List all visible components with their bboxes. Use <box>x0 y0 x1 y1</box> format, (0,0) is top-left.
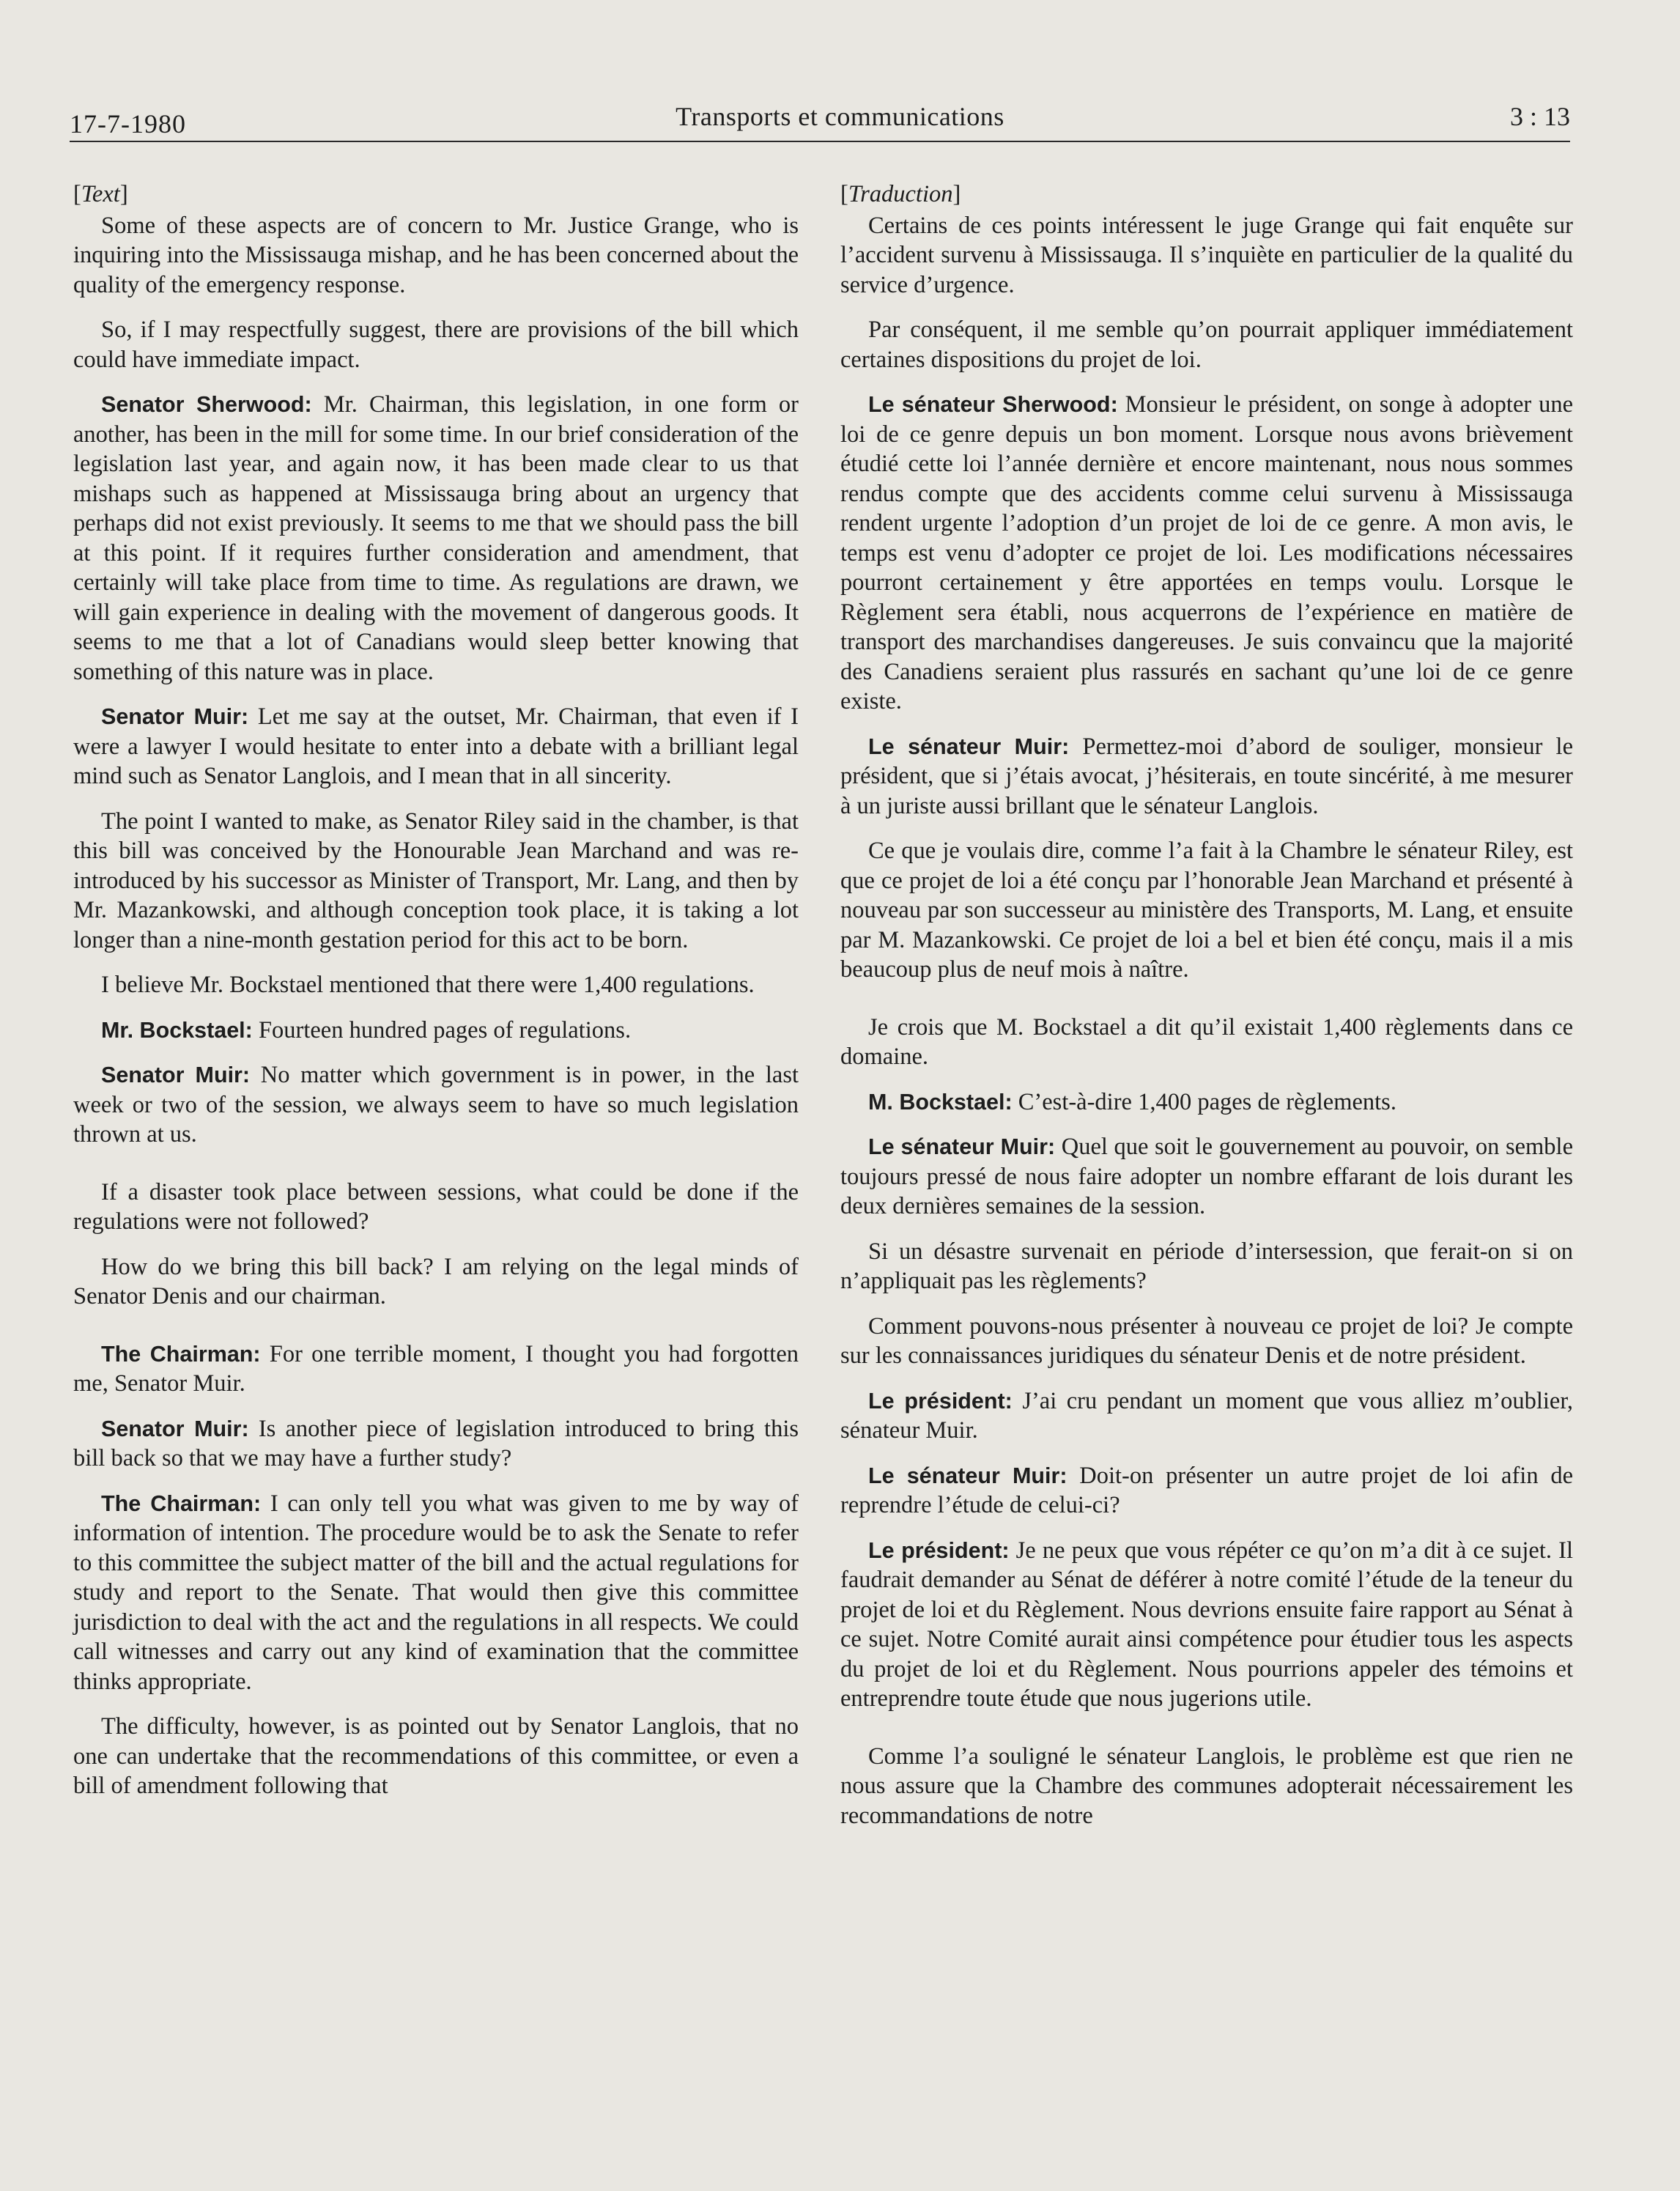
header-rule <box>70 141 1570 142</box>
paragraph: How do we bring this bill back? I am relying on the legal minds of Senator Denis and our chairman. <box>73 1253 799 1309</box>
speaker-name: Senator Muir: <box>101 1063 251 1087</box>
paragraph: If a disaster took place between sessions, what could be done if the regulations were not followed? <box>73 1178 799 1235</box>
header-page-number: 3 : 13 <box>1509 102 1570 131</box>
paragraph: Comme l’a souligné le sénateur Langlois, le problème est que rien ne nous assure que la Chambre des communes adopterait nécessairement les recommandations de notre <box>840 1743 1573 1829</box>
paragraph: I believe Mr. Bockstael mentioned that there were 1,400 regulations. <box>101 972 755 998</box>
paragraph: Le sénateur Muir: Permettez-moi d’abord de souliger, monsieur le président, que si j’étais avocat, j’hésiterais, en toute sincérité, à me mesurer à un juriste aussi brillant que le sénateur Langlois. <box>840 733 1574 819</box>
paragraph: Certains de ces points intéressent le juge Grange qui fait enquête sur l’accident survenu à Mississauga. Il s’inquiète en particulier de la qualité du service d’urgence. <box>840 212 1573 298</box>
paragraph: The Chairman: I can only tell you what was given to me by way of information of intention. The procedure would be to ask the Senate to refer to this committee the subject matter of the bill and the actual regulations for study and report to the Senate. That would then give this committee jurisdiction to deal with the act and the regulations in all respects. We could call witnesses and carry out any kind of examination that the committee thinks appropriate. <box>73 1490 799 1695</box>
paragraph: Comment pouvons-nous présenter à nouveau ce projet de loi? Je compte sur les connaissances juridiques du sénateur Denis et de notre président. <box>840 1312 1573 1369</box>
speaker-name: Le sénateur Muir: <box>868 1134 1056 1159</box>
paragraph: Le président: J’ai cru pendant un moment que vous alliez m’oublier, sénateur Muir. <box>840 1387 1573 1444</box>
paragraph: M. Bockstael: C’est-à-dire 1,400 pages de règlements. <box>868 1088 1396 1115</box>
paragraph: Si un désastre survenait en période d’intersession, que ferait-on si on n’appliquait pas les règlements? <box>840 1238 1573 1294</box>
paragraph: The Chairman: For one terrible moment, I thought you had forgotten me, Senator Muir. <box>73 1340 799 1397</box>
speaker-name: Le sénateur Sherwood: <box>868 392 1118 417</box>
paragraph: Le président: Je ne peux que vous répéter ce qu’on m’a dit à ce sujet. Il faudrait demander au Sénat de déférer à notre comité l’étude de la teneur du projet de loi et du Règlement. Nous devrions ensuite faire rapport au Sénat à ce sujet. Notre Comité aurait ainsi compétence pour étudier tous les aspects du projet de loi et du Règlement. Nous pourrions appeler des témoins et entreprendre toute étude que nous jugerions utile. <box>840 1537 1573 1712</box>
paragraph: Le sénateur Muir: Doit-on présenter un autre projet de loi afin de reprendre l’étude de celui-ci? <box>840 1462 1574 1518</box>
column-tag-text: Traduction <box>848 181 953 207</box>
paragraph: Senator Muir: Is another piece of legislation introduced to bring this bill back so that we may have a further study? <box>73 1415 799 1471</box>
paragraph: Senator Muir: No matter which government is in power, in the last week or two of the session, we always seem to have so much legislation thrown at us. <box>73 1062 799 1148</box>
english-column <box>73 180 799 1817</box>
header-date: 17-7-1980 <box>70 109 186 138</box>
speaker-name: The Chairman: <box>101 1341 261 1367</box>
paragraph: Je crois que M. Bockstael a dit qu’il existait 1,400 règlements dans ce domaine. <box>840 1013 1573 1070</box>
column-tag-text: Text <box>81 181 120 207</box>
speaker-name: Senator Muir: <box>101 1416 249 1441</box>
french-column <box>840 180 1573 1846</box>
paragraph: Mr. Bockstael: Fourteen hundred pages of regulations. <box>101 1016 632 1043</box>
paragraph: So, if I may respectfully suggest, there are provisions of the bill which could have immediate impact. <box>73 317 799 373</box>
paragraph: Ce que je voulais dire, comme l’a fait à la Chambre le sénateur Riley, est que ce projet de loi a été conçu par l’honorable Jean Marchand et présenté à nouveau par son successeur au ministère des Transports, M. Lang, et ensuite par M. Mazankowski. Ce projet de loi a bel et bien été conçu, mais il a mis beaucoup plus de neuf mois à naître. <box>840 838 1573 983</box>
paragraph: Some of these aspects are of concern to Mr. Justice Grange, who is inquiring into the Mississauga mishap, and he has been concerned about the quality of the emergency response. <box>73 212 799 298</box>
paragraph: The point I wanted to make, as Senator Riley said in the chamber, is that this bill was conceived by the Honourable Jean Marchand and was re-introduced by his successor as Minister of Transport, Mr. Lang, and then by Mr. Mazankowski, and although conception took place, it is taking a lot longer than a nine-month gestation period for this act to be born. <box>73 808 799 953</box>
paragraph: Le sénateur Sherwood: Monsieur le président, on songe à adopter une loi de ce genre depuis un bon moment. Lorsque nous avons brièvement étudié cette loi l’année dernière et encore maintenant, nous nous sommes rendus compte que des accidents comme celui survenu à Mississauga rendent urgente l’adoption d’un projet de loi de ce genre. A mon avis, le temps est venu d’adopter ce projet de loi. Les modifications nécessaires pourront certainement y être apportées en temps voulu. Lorsque le Règlement sera établi, nous acquerrons de l’expérience en matière de transport des marchandises dangereuses. Je suis convaincu que la majorité des Canadiens seraient plus rassurés en sachant qu’une loi de ce genre existe. <box>840 391 1573 714</box>
speaker-name: M. Bockstael: <box>868 1089 1013 1115</box>
paragraph: Senator Muir: Let me say at the outset, Mr. Chairman, that even if I were a lawyer I would hesitate to enter into a debate with a brilliant legal mind such as Senator Langlois, and I mean that in all sincerity. <box>73 703 799 789</box>
speaker-name: Senator Sherwood: <box>101 392 312 417</box>
paragraph: The difficulty, however, is as pointed out by Senator Langlois, that no one can undertake that the recommendations of this committee, or even a bill of amendment following that <box>73 1713 799 1799</box>
column-tag: [Text] <box>73 181 128 207</box>
speaker-name: Le président: <box>868 1537 1010 1563</box>
speaker-name: Mr. Bockstael: <box>101 1017 253 1043</box>
speaker-name: Le sénateur Muir: <box>868 1463 1067 1488</box>
speaker-name: The Chairman: <box>101 1490 262 1516</box>
paragraph: Senator Sherwood: Mr. Chairman, this legislation, in one form or another, has been in the mill for some time. In our brief consideration of the legislation last year, and again now, it has been made clear to us that mishaps such as happened at Mississauga bring about an urgency that perhaps did not exist previously. It seems to me that we should pass the bill at this point. If it requires further consideration and amendment, that certainly will take place from time to time. As regulations are drawn, we will gain experience in dealing with the movement of dangerous goods. It seems to me that a lot of Canadians would sleep better knowing that something of this nature was in place. <box>73 391 799 685</box>
paragraph: Par conséquent, il me semble qu’on pourrait appliquer immédiatement certaines dispositions du projet de loi. <box>840 317 1573 373</box>
speaker-name: Le président: <box>868 1388 1013 1414</box>
paragraph: Le sénateur Muir: Quel que soit le gouvernement au pouvoir, on semble toujours pressé de nous faire adopter un nombre effarant de lois durant les deux dernières semaines de la session. <box>840 1134 1574 1219</box>
speaker-name: Senator Muir: <box>101 704 249 729</box>
speaker-name: Le sénateur Muir: <box>868 734 1070 759</box>
column-tag: [Traduction] <box>840 181 961 207</box>
header-title: Transports et communications <box>676 102 1004 131</box>
